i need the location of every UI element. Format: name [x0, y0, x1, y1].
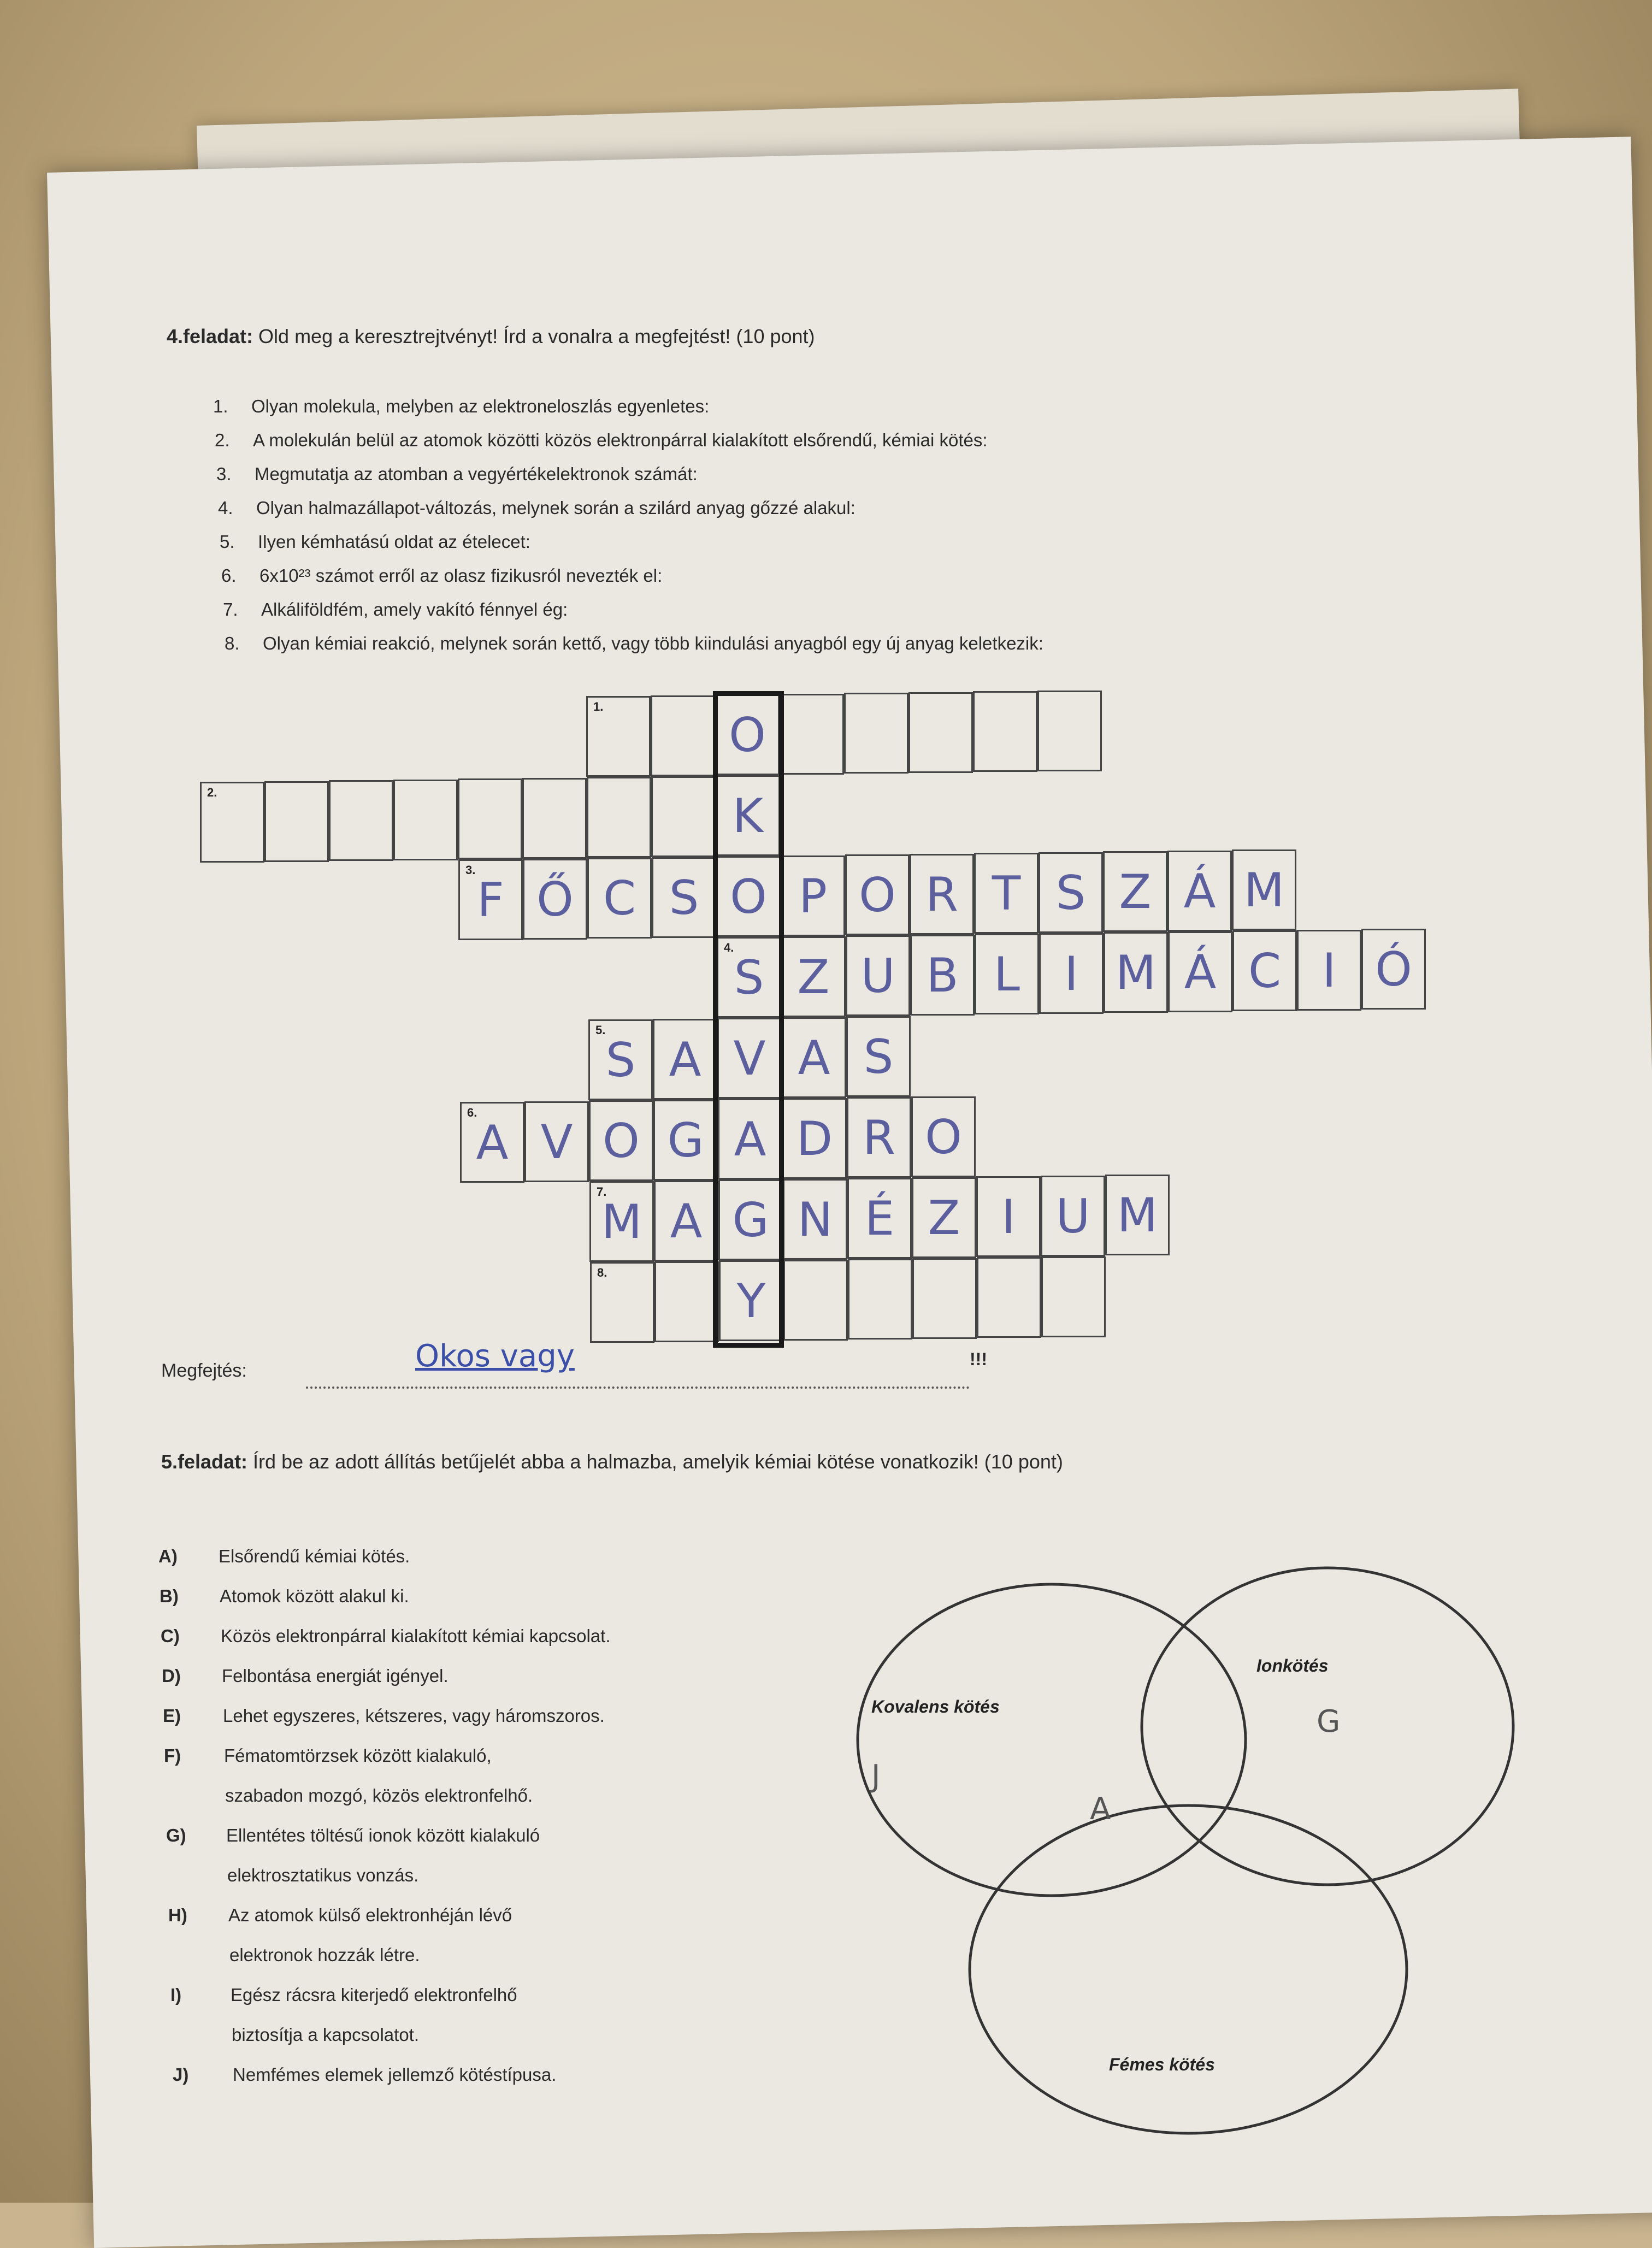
crossword-letter: Z: [928, 1190, 960, 1246]
clue-number: 5.: [220, 532, 235, 552]
crossword-letter: É: [864, 1191, 895, 1246]
crossword-letter: A: [670, 1194, 703, 1249]
solution-label: Megfejtés:: [161, 1360, 247, 1381]
crossword-letter: I: [1322, 943, 1336, 998]
clue-number: 8.: [225, 633, 240, 653]
crossword-letter: I: [1064, 946, 1078, 1001]
venn-answer-intersection: A: [1090, 1791, 1111, 1827]
crossword-letter: C: [1248, 944, 1282, 999]
crossword-letter: M: [1117, 1188, 1158, 1243]
crossword-clue-number: 6.: [467, 1106, 477, 1119]
venn-circle-kovalens: [858, 1584, 1246, 1896]
crossword-letter: R: [863, 1111, 895, 1165]
statement-text: Az atomok külső elektronhéján lévő: [228, 1905, 512, 1925]
statement-text: Nemfémes elemek jellemző kötéstípusa.: [233, 2064, 557, 2085]
crossword-letter: C: [603, 871, 636, 926]
crossword-letter: V: [733, 1031, 766, 1086]
crossword-letter: O: [730, 870, 767, 924]
crossword-clue-number: 4.: [724, 941, 734, 954]
task4-title-text: Old meg a keresztrejtvényt! Írd a vonalra a megfejtést! (10 pont): [253, 325, 815, 347]
crossword-letter: F: [477, 873, 504, 928]
statement-letter: A): [158, 1546, 178, 1566]
solution-suffix: !!!: [970, 1349, 987, 1369]
statement-letter: G): [166, 1825, 186, 1845]
crossword-clue-number: 7.: [597, 1185, 607, 1199]
crossword-letter: T: [992, 866, 1021, 921]
crossword-letter: Ó: [1375, 942, 1412, 997]
crossword-letter: Z: [797, 949, 830, 1005]
crossword-letter: Á: [1184, 945, 1217, 1000]
crossword-letter: Á: [1183, 864, 1216, 919]
clue-number: 1.: [213, 396, 228, 416]
crossword-letter: R: [925, 867, 958, 922]
crossword-letter: O: [925, 1110, 962, 1165]
crossword-clue-number: 5.: [595, 1023, 606, 1037]
venn-label-ionkotes: Ionkötés: [1256, 1656, 1329, 1675]
crossword-letter: O: [729, 708, 766, 763]
venn-answer-kovalens: J: [871, 1759, 881, 1794]
clue-text: 6x10²³ számot erről az olasz fizikusról nevezték el:: [259, 565, 663, 586]
crossword-letter: A: [669, 1032, 701, 1087]
venn-circle-femes: [970, 1806, 1407, 2133]
venn-label-kovalens: Kovalens kötés: [871, 1697, 1000, 1716]
statement-letter: I): [170, 1985, 182, 2005]
statement-letter: E): [163, 1706, 181, 1726]
statement-letter: B): [160, 1586, 179, 1606]
statement-text: szabadon mozgó, közös elektronfelhő.: [225, 1785, 533, 1806]
clue-text: Megmutatja az atomban a vegyértékelektronok számát:: [255, 464, 698, 484]
crossword-letter: V: [540, 1114, 573, 1170]
statement-text: elektrosztatikus vonzás.: [227, 1865, 419, 1885]
crossword-clue-number: 1.: [593, 700, 604, 713]
statement-letter: F): [164, 1745, 181, 1766]
clue-number: 6.: [221, 565, 237, 586]
clue-text: A molekulán belül az atomok közötti közös elektronpárral kialakított elsőrendű, kémiai kötés:: [253, 430, 988, 450]
crossword-letter: U: [1055, 1189, 1090, 1244]
crossword-clue-number: 8.: [597, 1266, 607, 1279]
clue-text: Olyan halmazállapot-változás, melynek során a szilárd anyag gőzzé alakul:: [256, 498, 856, 518]
statement-text: Egész rácsra kiterjedő elektronfelhő: [231, 1985, 517, 2005]
crossword-clue-number: 2.: [207, 786, 217, 799]
clue-text: Olyan kémiai reakció, melynek során kettő, vagy több kiindulási anyagból egy új anyag keletkezik:: [263, 633, 1043, 653]
crossword-letter: S: [605, 1033, 636, 1088]
statement-text: biztosítja a kapcsolatot.: [232, 2025, 420, 2045]
crossword-letter: G: [667, 1113, 704, 1168]
crossword-letter: N: [797, 1192, 833, 1247]
task5-title-text: Írd be az adott állítás betűjelét abba a halmazba, amelyik kémiai kötése vonatkozik! (10 pont): [247, 1450, 1063, 1473]
crossword-letter: M: [1115, 946, 1157, 1000]
crossword-letter: O: [603, 1114, 640, 1169]
statement-text: Közös elektronpárral kialakított kémiai kapcsolat.: [221, 1626, 611, 1646]
crossword-letter: I: [1001, 1190, 1016, 1244]
crossword-letter: K: [732, 789, 764, 843]
clue-number: 7.: [223, 599, 238, 619]
statement-text: Ellentétes töltésű ionok között kialakuló: [226, 1825, 540, 1845]
clue-number: 2.: [215, 430, 230, 450]
statement-text: Elsőrendű kémiai kötés.: [219, 1546, 410, 1566]
crossword-clue-number: 3.: [465, 863, 476, 877]
crossword-letter: M: [1243, 863, 1285, 918]
venn-answer-ionkotes: G: [1317, 1704, 1341, 1739]
crossword-letter: A: [476, 1116, 509, 1170]
statement-text: elektronok hozzák létre.: [229, 1945, 420, 1965]
venn-label-femes: Fémes kötés: [1109, 2055, 1215, 2074]
crossword-letter: S: [669, 870, 699, 925]
crossword-letter: Y: [736, 1274, 766, 1329]
crossword-letter: M: [601, 1195, 642, 1249]
crossword-letter: S: [734, 951, 764, 1005]
crossword-letter: G: [732, 1193, 769, 1248]
statement-text: Fématomtörzsek között kialakuló,: [224, 1745, 492, 1766]
task4-title-bold: 4.feladat:: [167, 325, 253, 347]
solution-answer: Okos vagy: [415, 1338, 575, 1374]
crossword-letter: D: [796, 1111, 833, 1166]
statement-text: Felbontása energiát igényel.: [222, 1666, 449, 1686]
statement-letter: D): [162, 1666, 181, 1686]
crossword-letter: S: [863, 1030, 894, 1084]
crossword-letter: Z: [1119, 865, 1152, 919]
clue-number: 3.: [216, 464, 232, 484]
crossword-letter: B: [926, 948, 959, 1003]
statement-text: Atomok között alakul ki.: [220, 1586, 409, 1606]
crossword-letter: A: [798, 1030, 830, 1085]
crossword-letter: P: [799, 869, 827, 924]
clue-text: Olyan molekula, melyben az elektroneloszlás egyenletes:: [251, 396, 710, 416]
crossword-letter: A: [734, 1112, 766, 1167]
clue-number: 4.: [218, 498, 233, 518]
crossword-letter: L: [994, 947, 1020, 1002]
task5-title-bold: 5.feladat:: [161, 1450, 248, 1473]
crossword-letter: S: [1055, 865, 1086, 921]
statement-text: Lehet egyszeres, kétszeres, vagy háromszoros.: [223, 1706, 605, 1726]
crossword-letter: O: [859, 868, 896, 923]
statement-letter: J): [173, 2064, 189, 2085]
statement-letter: C): [161, 1626, 180, 1646]
clue-text: Alkáliföldfém, amely vakító fénnyel ég:: [261, 599, 568, 619]
crossword-letter: U: [860, 949, 895, 1004]
clue-text: Ilyen kémhatású oldat az ételecet:: [258, 532, 530, 552]
crossword-letter: Ő: [536, 872, 574, 927]
statement-letter: H): [168, 1905, 187, 1925]
